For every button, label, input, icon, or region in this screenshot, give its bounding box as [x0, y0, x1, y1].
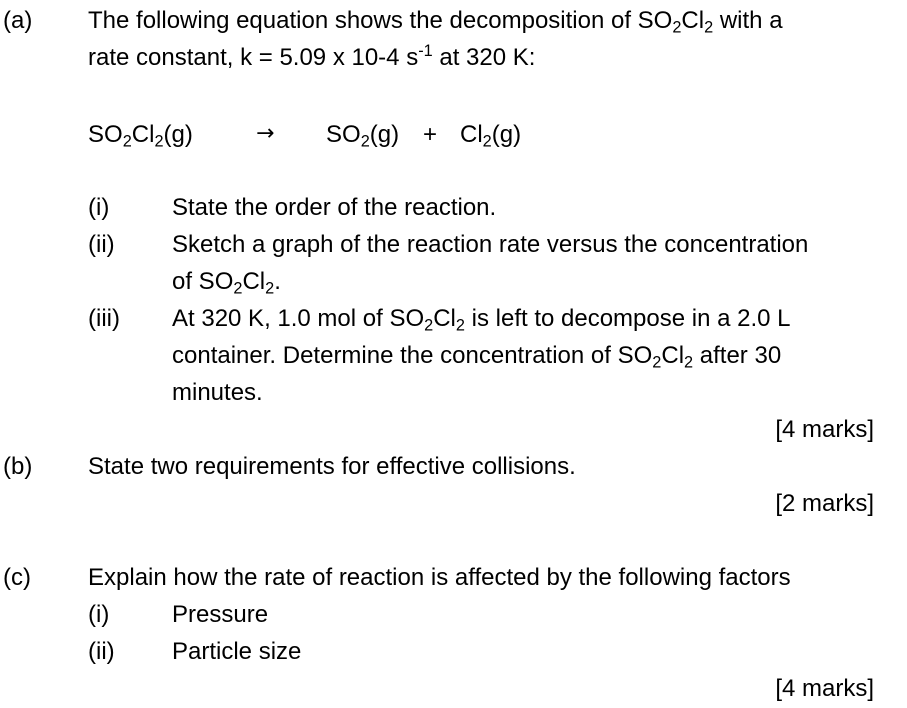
- part-a-label: (a): [3, 7, 33, 34]
- c-ii-text: Particle size: [172, 638, 302, 665]
- a-i-number: (i): [88, 194, 110, 221]
- part-b-label: (b): [3, 453, 33, 480]
- part-c-label: (c): [3, 564, 31, 591]
- reaction-arrow: →: [256, 121, 275, 146]
- part-b-text: State two requirements for effective collisions.: [88, 453, 576, 480]
- equation-product-2: $Cl_2(g)$: [460, 121, 522, 151]
- equation-product-1: $SO_2(g)$: [326, 121, 400, 151]
- a-ii-line2: of $SO_2Cl_2$.: [172, 268, 281, 298]
- a-ii-number: (ii): [88, 231, 115, 258]
- a-iii-number: (iii): [88, 305, 120, 332]
- a-ii-line1: Sketch a graph of the reaction rate versus the concentration: [172, 231, 809, 258]
- c-i-text: Pressure: [172, 601, 269, 628]
- c-i-number: (i): [88, 601, 110, 628]
- equation-reactant: $SO_2Cl_2(g)$: [88, 121, 193, 151]
- part-a-intro-line2: rate constant, k = 5.09 x 10-4 $s^{-1}$ at 320 K:: [88, 42, 536, 71]
- a-iii-line1: At 320 K, 1.0 mol of $SO_2Cl_2$ is left to decompose in a 2.0 L: [172, 305, 791, 335]
- a-iii-line3: minutes.: [172, 379, 263, 406]
- equation-plus: +: [423, 121, 438, 148]
- part-a-intro-line1: The following equation shows the decomposition of $SO_2Cl_2$ with a: [88, 7, 783, 37]
- part-b-marks: [2 marks]: [775, 490, 874, 517]
- part-c-text: Explain how the rate of reaction is affected by the following factors: [88, 564, 791, 591]
- c-ii-number: (ii): [88, 638, 115, 665]
- part-a-marks: [4 marks]: [775, 416, 874, 443]
- a-i-text: State the order of the reaction.: [172, 194, 497, 221]
- a-iii-line2: container. Determine the concentration of $SO_2Cl_2$ after 30: [172, 342, 782, 372]
- part-c-marks: [4 marks]: [775, 675, 874, 702]
